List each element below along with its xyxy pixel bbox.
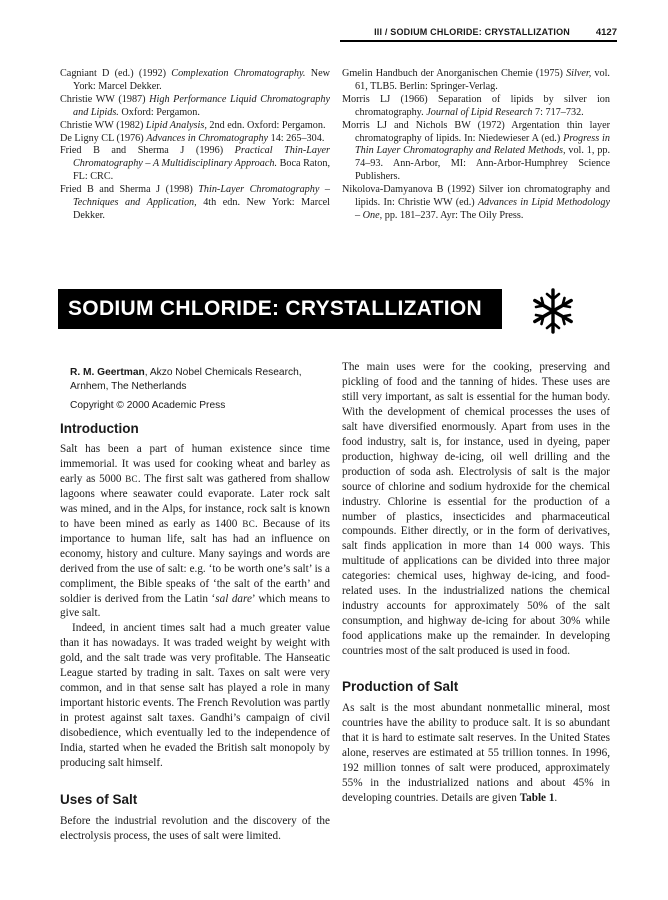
reference-item: Morris LJ and Nichols BW (1972) Argentation thin layer chromatography of lipids. In: Niedewieser A (ed.) Progress in Thin Layer Chromatography and Related Methods, vol. 1, pp. 74–93. Ann-Arbor, MI: Ann-Arbor-Humphrey Science Publishers.: [342, 119, 610, 183]
article-title: SODIUM CHLORIDE: CRYSTALLIZATION: [68, 297, 483, 320]
paragraph: As salt is the most abundant nonmetallic mineral, most countries have the ability to produce salt. It is so abundant that it is hard to estimate salt reserves. In the United States alone, reserves are estimated at 55 trillion tonnes. In 1996, 192 million tonnes of salt were produced, approximately 55% in the industrialized nations and about 45% in developing countries. Details are given Table 1.: [342, 702, 610, 804]
author-byline: R. M. Geertman, Akzo Nobel Chemicals Research, Arnhem, The Netherlands: [70, 367, 302, 392]
header-rule: [340, 40, 617, 42]
reference-item: Fried B and Sherma J (1996) Practical Thin-Layer Chromatography – A Multidisciplinary Approach. Boca Raton, FL: CRC.: [60, 145, 330, 183]
section-heading-production: Production of Salt: [342, 679, 459, 695]
column-left: [60, 360, 330, 844]
copyright-line: Copyright © 2000 Academic Press: [70, 400, 226, 411]
section-heading-introduction: Introduction: [60, 421, 139, 436]
running-header: [0, 0, 617, 44]
reference-item: De Ligny CL (1976) Advances in Chromatography 14: 265–304.: [60, 132, 325, 144]
paragraph: Before the industrial revolution and the discovery of the electrolysis process, the uses of salt were limited.: [60, 814, 330, 842]
column-right: [342, 360, 610, 806]
references-right: [342, 68, 610, 223]
page-number: 4127: [595, 27, 617, 38]
reference-item: Christie WW (1982) Lipid Analysis, 2nd edn. Oxford: Pergamon.: [60, 119, 326, 131]
reference-item: Nikolova-Damyanova B (1992) Silver ion chromatography and lipids. In: Christie WW (ed.) Advances in Lipid Methodology – One, pp. 181–237. Ayr: The Oily Press.: [342, 184, 610, 221]
reference-item: Christie WW (1987) High Performance Liquid Chromatography and Lipids. Oxford: Pergamon.: [60, 93, 330, 118]
reference-item: Gmelin Handbuch der Anorganischen Chemie (1975) Silver, vol. 61, TLB5. Berlin: Springer-Verlag.: [342, 68, 610, 92]
paragraph: Salt has been a part of human existence since time immemorial. It was used for cooking wheat and barley as early as 5000 BC. The first salt was gathered from shallow lagoons where seawater could evaporate. Later rock salt was mined, and in the Alps, for instance, rock salt is known to have been mined as early as 1400 BC. Because of its importance to human life, salt has had an influence on economy, history and culture. Many sayings and words are derived from the use of salt: e.g. ‘to be worth one’s salt’ is a compliment, the Bible speaks of ‘the salt of the earth’ and soldier is derived from the Latin ‘sal dare’ which means to give salt.: [60, 443, 330, 620]
running-header-title: III / SODIUM CHLORIDE: CRYSTALLIZATION: [374, 27, 570, 37]
snowflake-icon: [528, 286, 578, 336]
paragraph: The main uses were for the cooking, preserving and pickling of food and the tanning of hides. These uses are still very important, as salt is essential for the human body. With the development of chemical processes the uses of salt have diversified enormously. Apart from uses in the food industry, salt is, for instance, used in dyeing, paper production, highway de-icing, oil well drilling and the production of soda ash. Electrolysis of salt is the major source of chlorine and sodium hydroxide for the chemical industry. Chlorine is essential for the production of a number of plastics, insecticides and pharmaceutical compounds. Either directly, or in the form of derivatives, salt finds application in more than 14 000 ways. This multitude of applications can be divided into three major categories: chemical uses, highway de-icing, and food-related uses. In the industrialized nations the chemical industry accounts for approximately 50% of the salt consumption, and highway de-icing for about 30% while food applications make up the remainder. In developing countries most of the salt produced is used in food.: [342, 361, 610, 658]
reference-item: Morris LJ (1966) Separation of lipids by silver ion chromatography. Journal of Lipid Research 7: 717–732.: [342, 93, 610, 118]
references-left: [60, 68, 330, 223]
paragraph: Indeed, in ancient times salt had a much greater value than it has nowadays. It was traded weight by weight with gold, and the salt trade was very profitable. The Hanseatic League started by trading in salt. Taxes on salt were very common, and in that sense salt has played a role in many important historic events. The French Revolution was partly in protest against salt taxes. Gandhi’s campaign of civil disobedience, which eventually led to the independence of India, started when he evaded the British salt monopoly by producing salt himself.: [60, 622, 330, 770]
section-heading-uses: Uses of Salt: [60, 791, 138, 807]
reference-item: Cagniant D (ed.) (1992) Complexation Chromatography. New York: Marcel Dekker.: [60, 68, 330, 92]
table-reference: Table 1: [519, 791, 555, 804]
article-title-banner: [58, 289, 502, 329]
reference-item: Fried B and Sherma J (1998) Thin-Layer Chromatography – Techniques and Application, 4th edn. New York: Marcel Dekker.: [60, 184, 330, 221]
